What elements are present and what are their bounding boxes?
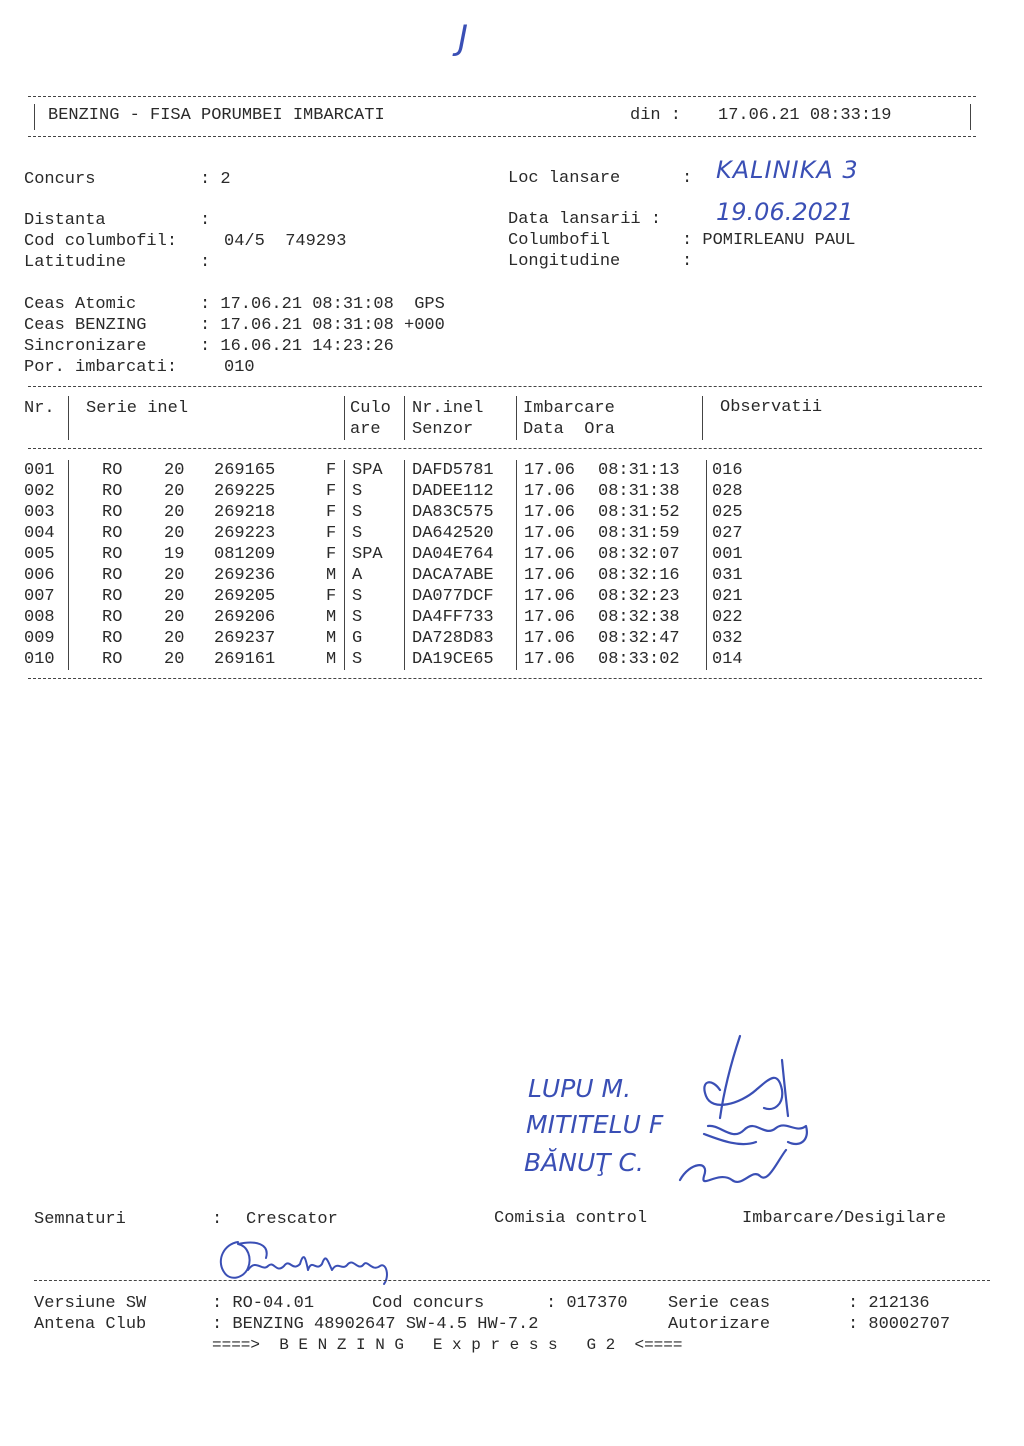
row-date: 17.06 <box>524 503 576 522</box>
table-row <box>0 482 1024 503</box>
row-obs: 021 <box>712 587 743 606</box>
imbarcare-desigilare-label: Imbarcare/Desigilare <box>742 1209 947 1228</box>
row-year: 20 <box>164 482 185 501</box>
row-time: 08:31:13 <box>598 461 680 480</box>
row-nr: 008 <box>24 608 55 627</box>
row-sex: F <box>326 524 337 543</box>
sincronizare-value: : 16.06.21 14:23:26 <box>200 337 394 356</box>
row-nr: 006 <box>24 566 55 585</box>
row-date: 17.06 <box>524 545 576 564</box>
col-header-nr: Nr. <box>24 399 55 418</box>
distanta-label: Distanta <box>24 211 106 230</box>
loc-lansare-label: Loc lansare <box>508 169 621 188</box>
table-row <box>0 503 1024 524</box>
row-sex: M <box>326 650 337 669</box>
row-obs: 016 <box>712 461 743 480</box>
row-time: 08:32:16 <box>598 566 680 585</box>
row-sensor: DADEE112 <box>412 482 494 501</box>
row-date: 17.06 <box>524 608 576 627</box>
row-nr: 002 <box>24 482 55 501</box>
row-country: RO <box>102 503 123 522</box>
row-color: S <box>352 650 363 669</box>
antena-club-label: Antena Club <box>34 1315 147 1334</box>
row-sensor: DAFD5781 <box>412 461 494 480</box>
row-ring: 269161 <box>214 650 276 669</box>
row-ring: 081209 <box>214 545 276 564</box>
row-color: S <box>352 587 363 606</box>
semnaturi-colon: : <box>212 1210 223 1229</box>
cod-columbofil-label: Cod columbofil: <box>24 232 178 251</box>
row-year: 20 <box>164 650 185 669</box>
row-time: 08:32:23 <box>598 587 680 606</box>
row-color: SPA <box>352 461 383 480</box>
report-title: BENZING - FISA PORUMBEI IMBARCATI <box>48 106 385 125</box>
hdr-sep-4 <box>516 396 517 440</box>
row-sex: F <box>326 587 337 606</box>
col-header-imbarcare-1: Imbarcare <box>523 399 615 418</box>
table-row <box>0 566 1024 587</box>
cod-concurs-label: Cod concurs <box>372 1294 485 1313</box>
serie-ceas-value: : 212136 <box>848 1294 930 1313</box>
report-date-label: din : <box>630 106 682 125</box>
loc-lansare-colon: : <box>682 169 693 188</box>
row-time: 08:32:07 <box>598 545 680 564</box>
row-sex: F <box>326 461 337 480</box>
table-header-rule <box>28 448 982 449</box>
row-year: 20 <box>164 566 185 585</box>
table-row <box>0 545 1024 566</box>
table-row <box>0 629 1024 650</box>
concurs-label: Concurs <box>24 170 96 189</box>
row-sex: M <box>326 629 337 648</box>
row-ring: 269218 <box>214 503 276 522</box>
row-color: S <box>352 503 363 522</box>
col-header-culoare-1: Culo <box>350 399 391 418</box>
row-color: S <box>352 482 363 501</box>
row-obs: 027 <box>712 524 743 543</box>
row-color: SPA <box>352 545 383 564</box>
row-country: RO <box>102 650 123 669</box>
row-date: 17.06 <box>524 461 576 480</box>
hdr-sep-3 <box>404 396 405 440</box>
autorizare-label: Autorizare <box>668 1315 771 1334</box>
row-country: RO <box>102 545 123 564</box>
row-country: RO <box>102 524 123 543</box>
row-obs: 022 <box>712 608 743 627</box>
col-header-serie: Serie inel <box>86 399 189 418</box>
crescator-label: Crescator <box>246 1210 338 1229</box>
row-date: 17.06 <box>524 629 576 648</box>
row-obs: 025 <box>712 503 743 522</box>
row-nr: 003 <box>24 503 55 522</box>
header-left-border <box>34 104 35 130</box>
row-ring: 269236 <box>214 566 276 585</box>
row-year: 20 <box>164 608 185 627</box>
row-year: 19 <box>164 545 185 564</box>
autorizare-value: : 80002707 <box>848 1315 951 1334</box>
commission-signatures-graphic <box>660 1030 840 1200</box>
row-year: 20 <box>164 503 185 522</box>
row-time: 08:31:59 <box>598 524 680 543</box>
row-nr: 004 <box>24 524 55 543</box>
benzing-banner: ====> B E N Z I N G E x p r e s s G 2 <==== <box>212 1336 683 1354</box>
row-country: RO <box>102 587 123 606</box>
col-header-nrinel-1: Nr.inel <box>412 399 484 418</box>
row-nr: 001 <box>24 461 55 480</box>
row-time: 08:32:38 <box>598 608 680 627</box>
row-date: 17.06 <box>524 650 576 669</box>
serie-ceas-label: Serie ceas <box>668 1294 771 1313</box>
row-time: 08:33:02 <box>598 650 680 669</box>
row-ring: 269165 <box>214 461 276 480</box>
ceas-atomic-label: Ceas Atomic <box>24 295 137 314</box>
row-color: S <box>352 524 363 543</box>
row-nr: 005 <box>24 545 55 564</box>
row-date: 17.06 <box>524 482 576 501</box>
distanta-value: : <box>200 211 211 230</box>
row-sex: F <box>326 482 337 501</box>
row-year: 20 <box>164 587 185 606</box>
top-check-mark: J <box>458 18 469 58</box>
row-sex: F <box>326 545 337 564</box>
table-row <box>0 461 1024 482</box>
cod-columbofil-value: 04/5 749293 <box>224 232 347 251</box>
data-lansarii-handwritten: 19.06.2021 <box>716 198 854 226</box>
antena-club-value: : BENZING 48902647 SW-4.5 HW-7.2 <box>212 1315 539 1334</box>
hdr-sep-5 <box>702 396 703 440</box>
row-time: 08:32:47 <box>598 629 680 648</box>
col-header-imbarcare-2: Data Ora <box>523 420 615 439</box>
row-country: RO <box>102 566 123 585</box>
row-sensor: DA04E764 <box>412 545 494 564</box>
row-color: S <box>352 608 363 627</box>
header-right-border <box>970 104 971 130</box>
row-year: 20 <box>164 629 185 648</box>
row-sensor: DA4FF733 <box>412 608 494 627</box>
table-row <box>0 650 1024 671</box>
table-row <box>0 524 1024 545</box>
row-date: 17.06 <box>524 587 576 606</box>
row-color: G <box>352 629 363 648</box>
row-time: 08:31:38 <box>598 482 680 501</box>
comisia-label: Comisia control <box>494 1209 648 1228</box>
table-row <box>0 587 1024 608</box>
row-sensor: DA077DCF <box>412 587 494 606</box>
header-top-rule <box>28 96 976 97</box>
concurs-value: : 2 <box>200 170 231 189</box>
ceas-atomic-value: : 17.06.21 08:31:08 GPS <box>200 295 445 314</box>
ceas-benzing-label: Ceas BENZING <box>24 316 147 335</box>
row-ring: 269225 <box>214 482 276 501</box>
row-date: 17.06 <box>524 566 576 585</box>
col-header-observatii: Observatii <box>720 398 823 417</box>
row-obs: 031 <box>712 566 743 585</box>
col-header-nrinel-2: Senzor <box>412 420 474 439</box>
table-top-rule <box>28 386 982 387</box>
columbofil-label: Columbofil <box>508 231 611 250</box>
ceas-benzing-value: : 17.06.21 08:31:08 +000 <box>200 316 445 335</box>
table-row <box>0 608 1024 629</box>
row-sex: M <box>326 566 337 585</box>
row-sensor: DA728D83 <box>412 629 494 648</box>
row-sensor: DACA7ABE <box>412 566 494 585</box>
sincronizare-label: Sincronizare <box>24 337 147 356</box>
footer-top-rule <box>34 1280 990 1281</box>
row-obs: 001 <box>712 545 743 564</box>
row-year: 20 <box>164 461 185 480</box>
data-lansarii-label: Data lansarii : <box>508 210 662 229</box>
row-country: RO <box>102 461 123 480</box>
latitudine-label: Latitudine <box>24 253 127 272</box>
commission-name-2: MITITELU F <box>526 1110 664 1139</box>
row-obs: 032 <box>712 629 743 648</box>
report-date-value: 17.06.21 08:33:19 <box>718 106 892 125</box>
table-bottom-rule <box>28 678 982 679</box>
row-country: RO <box>102 482 123 501</box>
versiune-value: : RO-04.01 <box>212 1294 315 1313</box>
row-sex: M <box>326 608 337 627</box>
cod-concurs-value: : 017370 <box>546 1294 628 1313</box>
row-sex: F <box>326 503 337 522</box>
row-nr: 010 <box>24 650 55 669</box>
row-year: 20 <box>164 524 185 543</box>
row-obs: 028 <box>712 482 743 501</box>
loc-lansare-handwritten: KALINIKA 3 <box>716 156 859 184</box>
commission-name-1: LUPU M. <box>528 1074 632 1103</box>
header-bottom-rule <box>28 136 976 137</box>
versiune-label: Versiune SW <box>34 1294 147 1313</box>
row-ring: 269223 <box>214 524 276 543</box>
row-time: 08:31:52 <box>598 503 680 522</box>
row-nr: 009 <box>24 629 55 648</box>
row-ring: 269237 <box>214 629 276 648</box>
por-imbarcati-value: 010 <box>224 358 255 377</box>
longitudine-label: Longitudine <box>508 252 621 271</box>
crescator-signature-graphic <box>208 1232 428 1292</box>
row-ring: 269205 <box>214 587 276 606</box>
hdr-sep-2 <box>344 396 345 440</box>
por-imbarcati-label: Por. imbarcati: <box>24 358 178 377</box>
row-country: RO <box>102 629 123 648</box>
row-sensor: DA642520 <box>412 524 494 543</box>
commission-name-3: BĂNUŢ C. <box>524 1148 644 1177</box>
col-header-culoare-2: are <box>350 420 381 439</box>
row-nr: 007 <box>24 587 55 606</box>
row-color: A <box>352 566 363 585</box>
row-date: 17.06 <box>524 524 576 543</box>
row-obs: 014 <box>712 650 743 669</box>
row-sensor: DA19CE65 <box>412 650 494 669</box>
row-sensor: DA83C575 <box>412 503 494 522</box>
hdr-sep-1 <box>68 396 69 440</box>
row-country: RO <box>102 608 123 627</box>
columbofil-value: : POMIRLEANU PAUL <box>682 231 856 250</box>
row-ring: 269206 <box>214 608 276 627</box>
longitudine-value: : <box>682 252 693 271</box>
latitudine-value: : <box>200 253 211 272</box>
semnaturi-label: Semnaturi <box>34 1210 126 1229</box>
